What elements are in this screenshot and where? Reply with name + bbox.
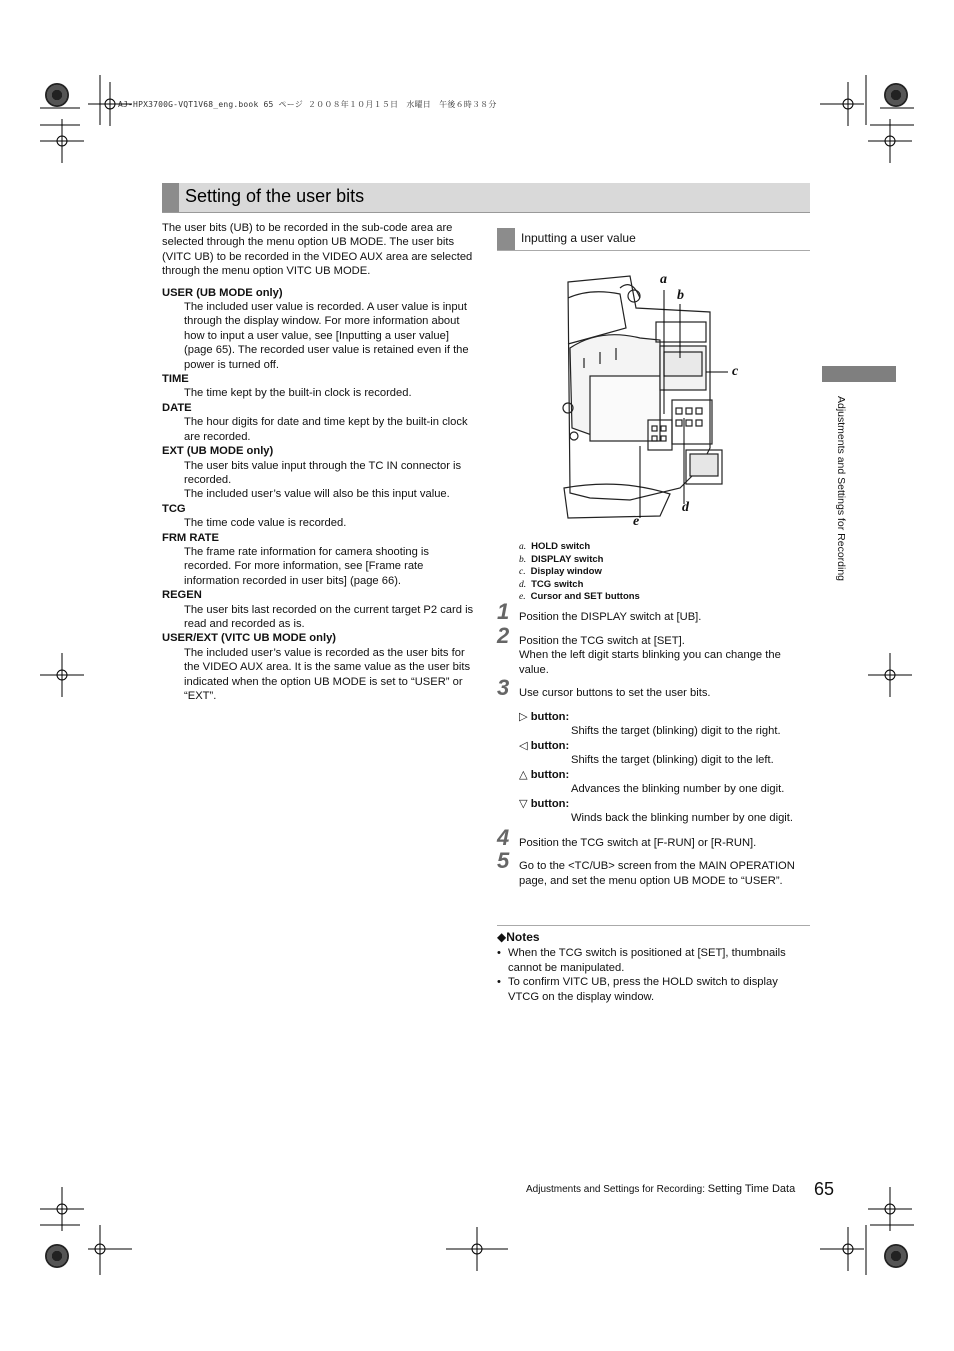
notes-box bbox=[497, 925, 810, 1004]
camera-drawing bbox=[560, 268, 760, 528]
callout-a: a bbox=[660, 272, 667, 287]
option-desc: The time kept by the built-in clock is recorded. bbox=[184, 387, 412, 400]
option-desc-extra: The included user’s value will also be this input value. bbox=[184, 488, 450, 501]
page-number: 65 bbox=[814, 1179, 835, 1199]
footer-chapter: Adjustments and Settings for Recording: bbox=[526, 1184, 705, 1195]
step-1 bbox=[497, 599, 810, 625]
step-text: Position the TCG switch at [SET]. bbox=[519, 634, 685, 647]
subsection-accent bbox=[497, 228, 515, 250]
cursor-button-list bbox=[519, 710, 810, 826]
notes-list bbox=[497, 946, 810, 1004]
step-3 bbox=[497, 675, 810, 701]
step-number: 2 bbox=[497, 622, 510, 648]
camera-illustration bbox=[560, 268, 760, 528]
callout-c: c bbox=[732, 364, 739, 379]
legend-item: b. DISPLAY switch bbox=[519, 553, 604, 565]
option-term: REGEN bbox=[162, 589, 202, 602]
legend-item: c. Display window bbox=[519, 566, 602, 577]
callout-e: e bbox=[633, 514, 640, 529]
option-desc: The included user value is recorded. A user value is input through the display window. For more information about how to input a user value, see [Inputting a user value] (page 65). The recorded user value is retained even if the power is turned off. bbox=[184, 301, 469, 371]
button-desc: Shifts the target (blinking) digit to the right. bbox=[571, 725, 781, 737]
step-4 bbox=[497, 824, 810, 851]
option-term: DATE bbox=[162, 401, 192, 414]
callout-d: d bbox=[682, 500, 689, 515]
option-term: TCG bbox=[162, 502, 186, 515]
legend-item: d. TCG switch bbox=[519, 578, 584, 590]
button-desc: Shifts the target (blinking) digit to the left. bbox=[571, 754, 774, 766]
step-5 bbox=[497, 848, 810, 888]
option-desc: The included user’s value is recorded as the user bits for the VIDEO AUX area. It is the same value as the user bits indicated when the option UB MODE is set to “USER” or “EXT”. bbox=[184, 646, 471, 702]
title-accent bbox=[162, 183, 179, 212]
step-number: 1 bbox=[497, 599, 510, 624]
up-arrow-icon: △ bbox=[519, 768, 528, 781]
chapter-side-label: Adjustments and Settings for Recording bbox=[835, 396, 847, 582]
note-item: • To confirm VITC UB, press the HOLD switch to display VTCG on the display window. bbox=[497, 975, 810, 1004]
button-label: ▷ button: bbox=[519, 710, 570, 723]
step-number: 4 bbox=[497, 824, 510, 850]
legend-item: a. HOLD switch bbox=[519, 541, 591, 552]
option-term: EXT (UB MODE only) bbox=[162, 445, 274, 458]
step-2 bbox=[497, 622, 810, 678]
notes-heading: ◆Notes bbox=[497, 930, 540, 944]
button-label: ◁ button: bbox=[519, 739, 570, 752]
button-label: ▽ button: bbox=[519, 797, 570, 810]
left-column bbox=[162, 221, 474, 703]
subsection-title-bar bbox=[497, 228, 810, 251]
step-number: 3 bbox=[497, 675, 510, 700]
button-label: △ button: bbox=[519, 768, 570, 781]
step-text: Position the DISPLAY switch at [UB]. bbox=[519, 611, 702, 623]
procedure-steps bbox=[497, 599, 810, 897]
footer-section: Setting Time Data bbox=[707, 1183, 796, 1195]
button-desc: Advances the blinking number by one digit. bbox=[571, 783, 785, 795]
option-desc: The frame rate information for camera shooting is recorded. For more information, see [Frame rate information recorded in user bits] (page 66). bbox=[184, 545, 429, 587]
step-text: Go to the <TC/UB> screen from the MAIN OPERATION page, and set the menu option UB MODE to “USER”. bbox=[519, 860, 795, 887]
option-term: USER/EXT (VITC UB MODE only) bbox=[162, 632, 337, 645]
print-header: AJ-HPX3700G-VQT1V68_eng.book 65 ページ ２００８年１０月１５日 水曜日 午後６時３８分 bbox=[118, 100, 497, 109]
right-arrow-icon: ▷ bbox=[519, 710, 528, 723]
subsection-title: Inputting a user value bbox=[521, 231, 636, 245]
legend-item: e. Cursor and SET buttons bbox=[519, 591, 640, 602]
option-desc: The time code value is recorded. bbox=[184, 517, 347, 530]
page-footer bbox=[526, 1183, 795, 1195]
step-text-extra: When the left digit starts blinking you can change the value. bbox=[519, 649, 781, 676]
option-desc: The user bits last recorded on the current target P2 card is read and recorded as is. bbox=[184, 603, 474, 630]
step-text: Position the TCG switch at [F-RUN] or [R-RUN]. bbox=[519, 836, 757, 849]
step-text: Use cursor buttons to set the user bits. bbox=[519, 687, 711, 699]
left-arrow-icon: ◁ bbox=[519, 739, 528, 752]
section-title: Setting of the user bits bbox=[185, 186, 365, 206]
option-desc: The user bits value input through the TC IN connector is recorded. bbox=[184, 459, 462, 486]
option-term: USER (UB MODE only) bbox=[162, 286, 283, 299]
figure-legend bbox=[519, 541, 640, 604]
option-desc: The hour digits for date and time kept by the built-in clock are recorded. bbox=[184, 416, 468, 443]
button-desc: Winds back the blinking number by one digit. bbox=[571, 812, 794, 824]
callout-b: b bbox=[677, 288, 684, 303]
note-item: • When the TCG switch is positioned at [SET], thumbnails cannot be manipulated. bbox=[497, 946, 810, 975]
intro-paragraph: The user bits (UB) to be recorded in the sub-code area are selected through the menu option UB MODE. The user bits (VITC UB) to be recorded in the VIDEO AUX area are selected through the menu option VITC UB MODE. bbox=[162, 222, 473, 278]
section-title-bar bbox=[162, 183, 810, 213]
chapter-tab bbox=[822, 366, 896, 382]
option-term: TIME bbox=[162, 373, 189, 386]
option-term: FRM RATE bbox=[162, 531, 219, 544]
step-number: 5 bbox=[497, 848, 510, 873]
down-arrow-icon: ▽ bbox=[519, 797, 528, 810]
